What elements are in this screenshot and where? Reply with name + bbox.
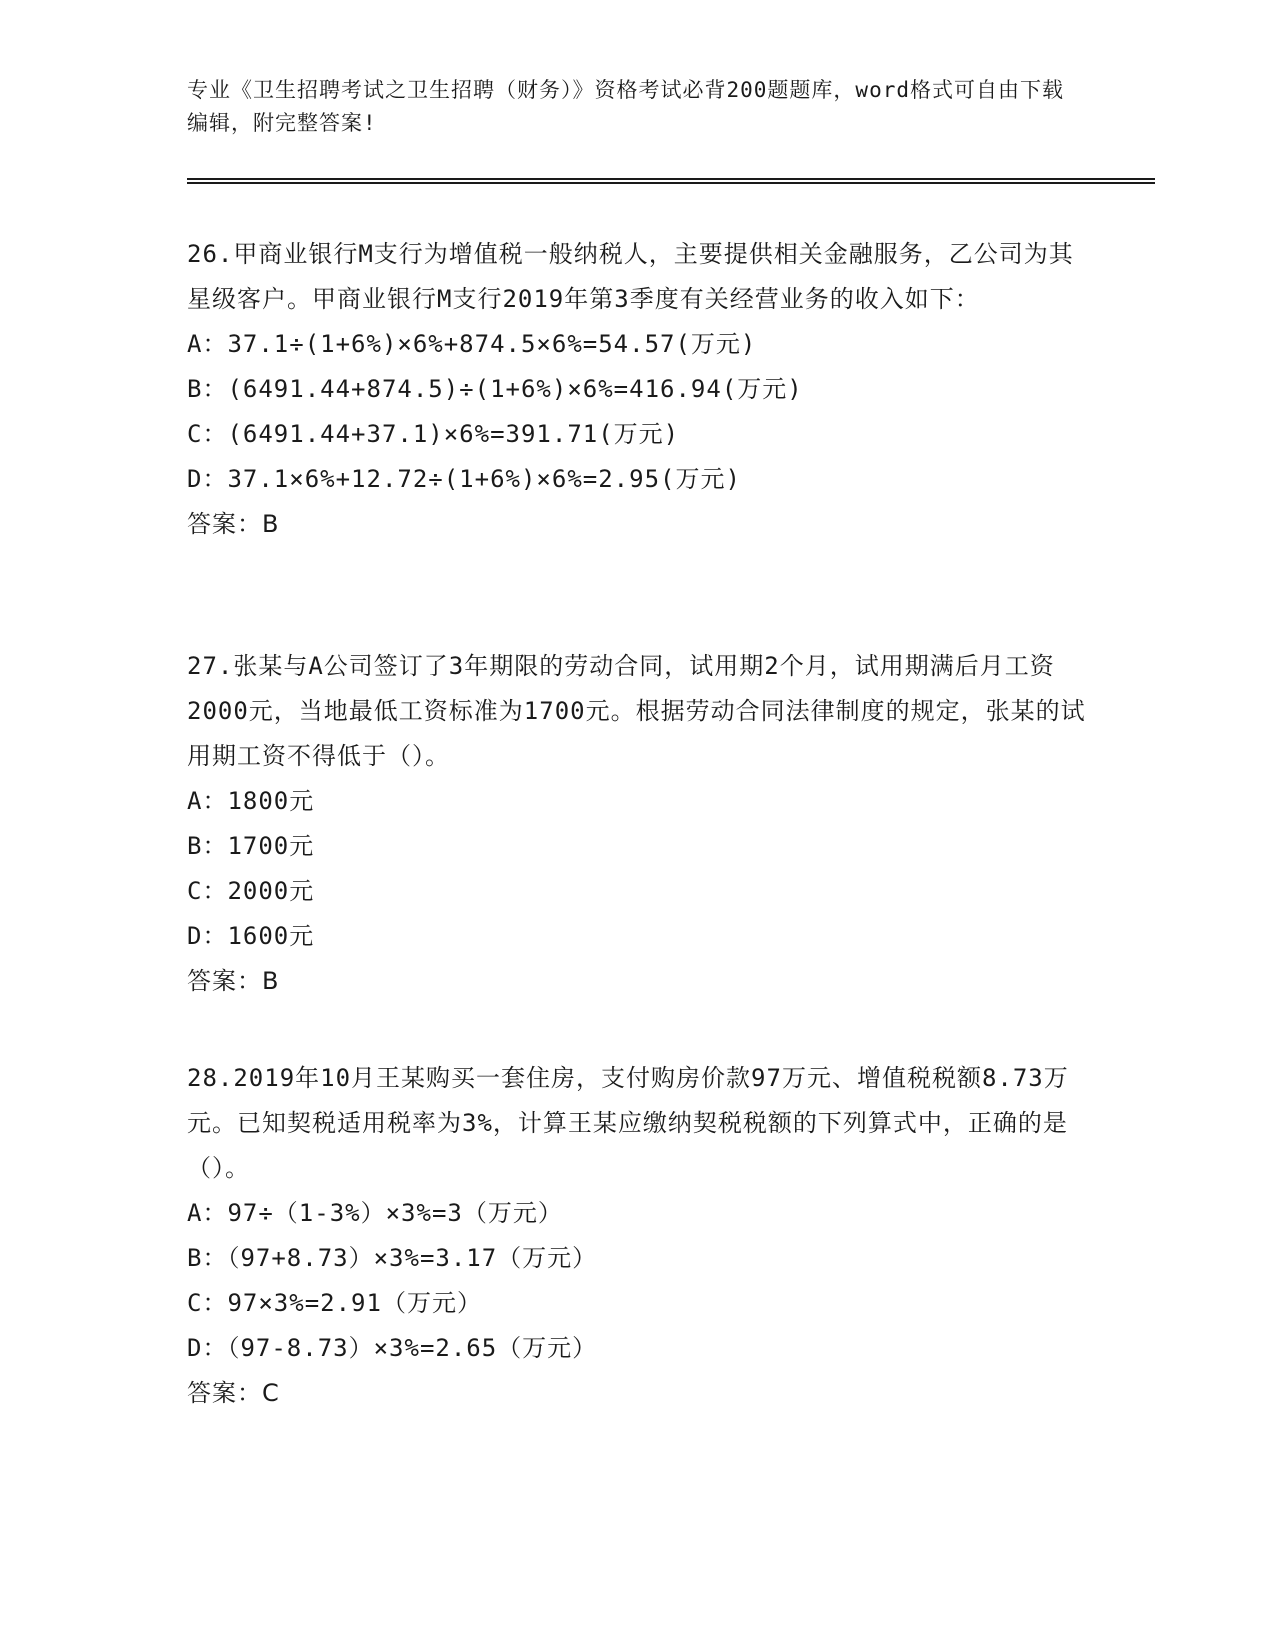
option-d: D：37.1×6%+12.72÷(1+6%)×6%=2.95(万元) [187,465,741,493]
option-b: B：1700元 [187,832,315,860]
question-27 [187,644,1087,1004]
question-28 [187,1056,1087,1416]
option-b: B：(6491.44+874.5)÷(1+6%)×6%=416.94(万元) [187,375,803,403]
option-c: C：97×3%=2.91（万元） [187,1289,482,1317]
header-title: 专业《卫生招聘考试之卫生招聘（财务）》资格考试必背200题题库，word格式可自由下载编辑，附完整答案! [187,78,1064,135]
option-b: B：（97+8.73）×3%=3.17（万元） [187,1244,598,1272]
question-stem: 27.张某与A公司签订了3年期限的劳动合同，试用期2个月，试用期满后月工资2000元，当地最低工资标准为1700元。根据劳动合同法律制度的规定，张某的试用期工资不得低于（）。 [187,652,1086,770]
answer-line: 答案：C [187,1379,280,1407]
option-c: C：(6491.44+37.1)×6%=391.71(万元) [187,420,680,448]
option-a: A：97÷（1-3%）×3%=3（万元） [187,1199,563,1227]
option-d: D：（97-8.73）×3%=2.65（万元） [187,1334,598,1362]
answer-line: 答案：B [187,967,280,995]
option-c: C：2000元 [187,877,315,905]
question-stem: 26.甲商业银行M支行为增值税一般纳税人，主要提供相关金融服务，乙公司为其星级客户。甲商业银行M支行2019年第3季度有关经营业务的收入如下： [187,240,1074,313]
header-divider [187,178,1155,184]
answer-line: 答案：B [187,510,280,538]
option-a: A：37.1÷(1+6%)×6%+874.5×6%=54.57(万元) [187,330,757,358]
document-header [187,74,1067,140]
option-a: A：1800元 [187,787,315,815]
question-26 [187,232,1087,547]
option-d: D：1600元 [187,922,315,950]
question-stem: 28.2019年10月王某购买一套住房，支付购房价款97万元、增值税税额8.73万元。已知契税适用税率为3%，计算王某应缴纳契税税额的下列算式中，正确的是（）。 [187,1064,1069,1182]
